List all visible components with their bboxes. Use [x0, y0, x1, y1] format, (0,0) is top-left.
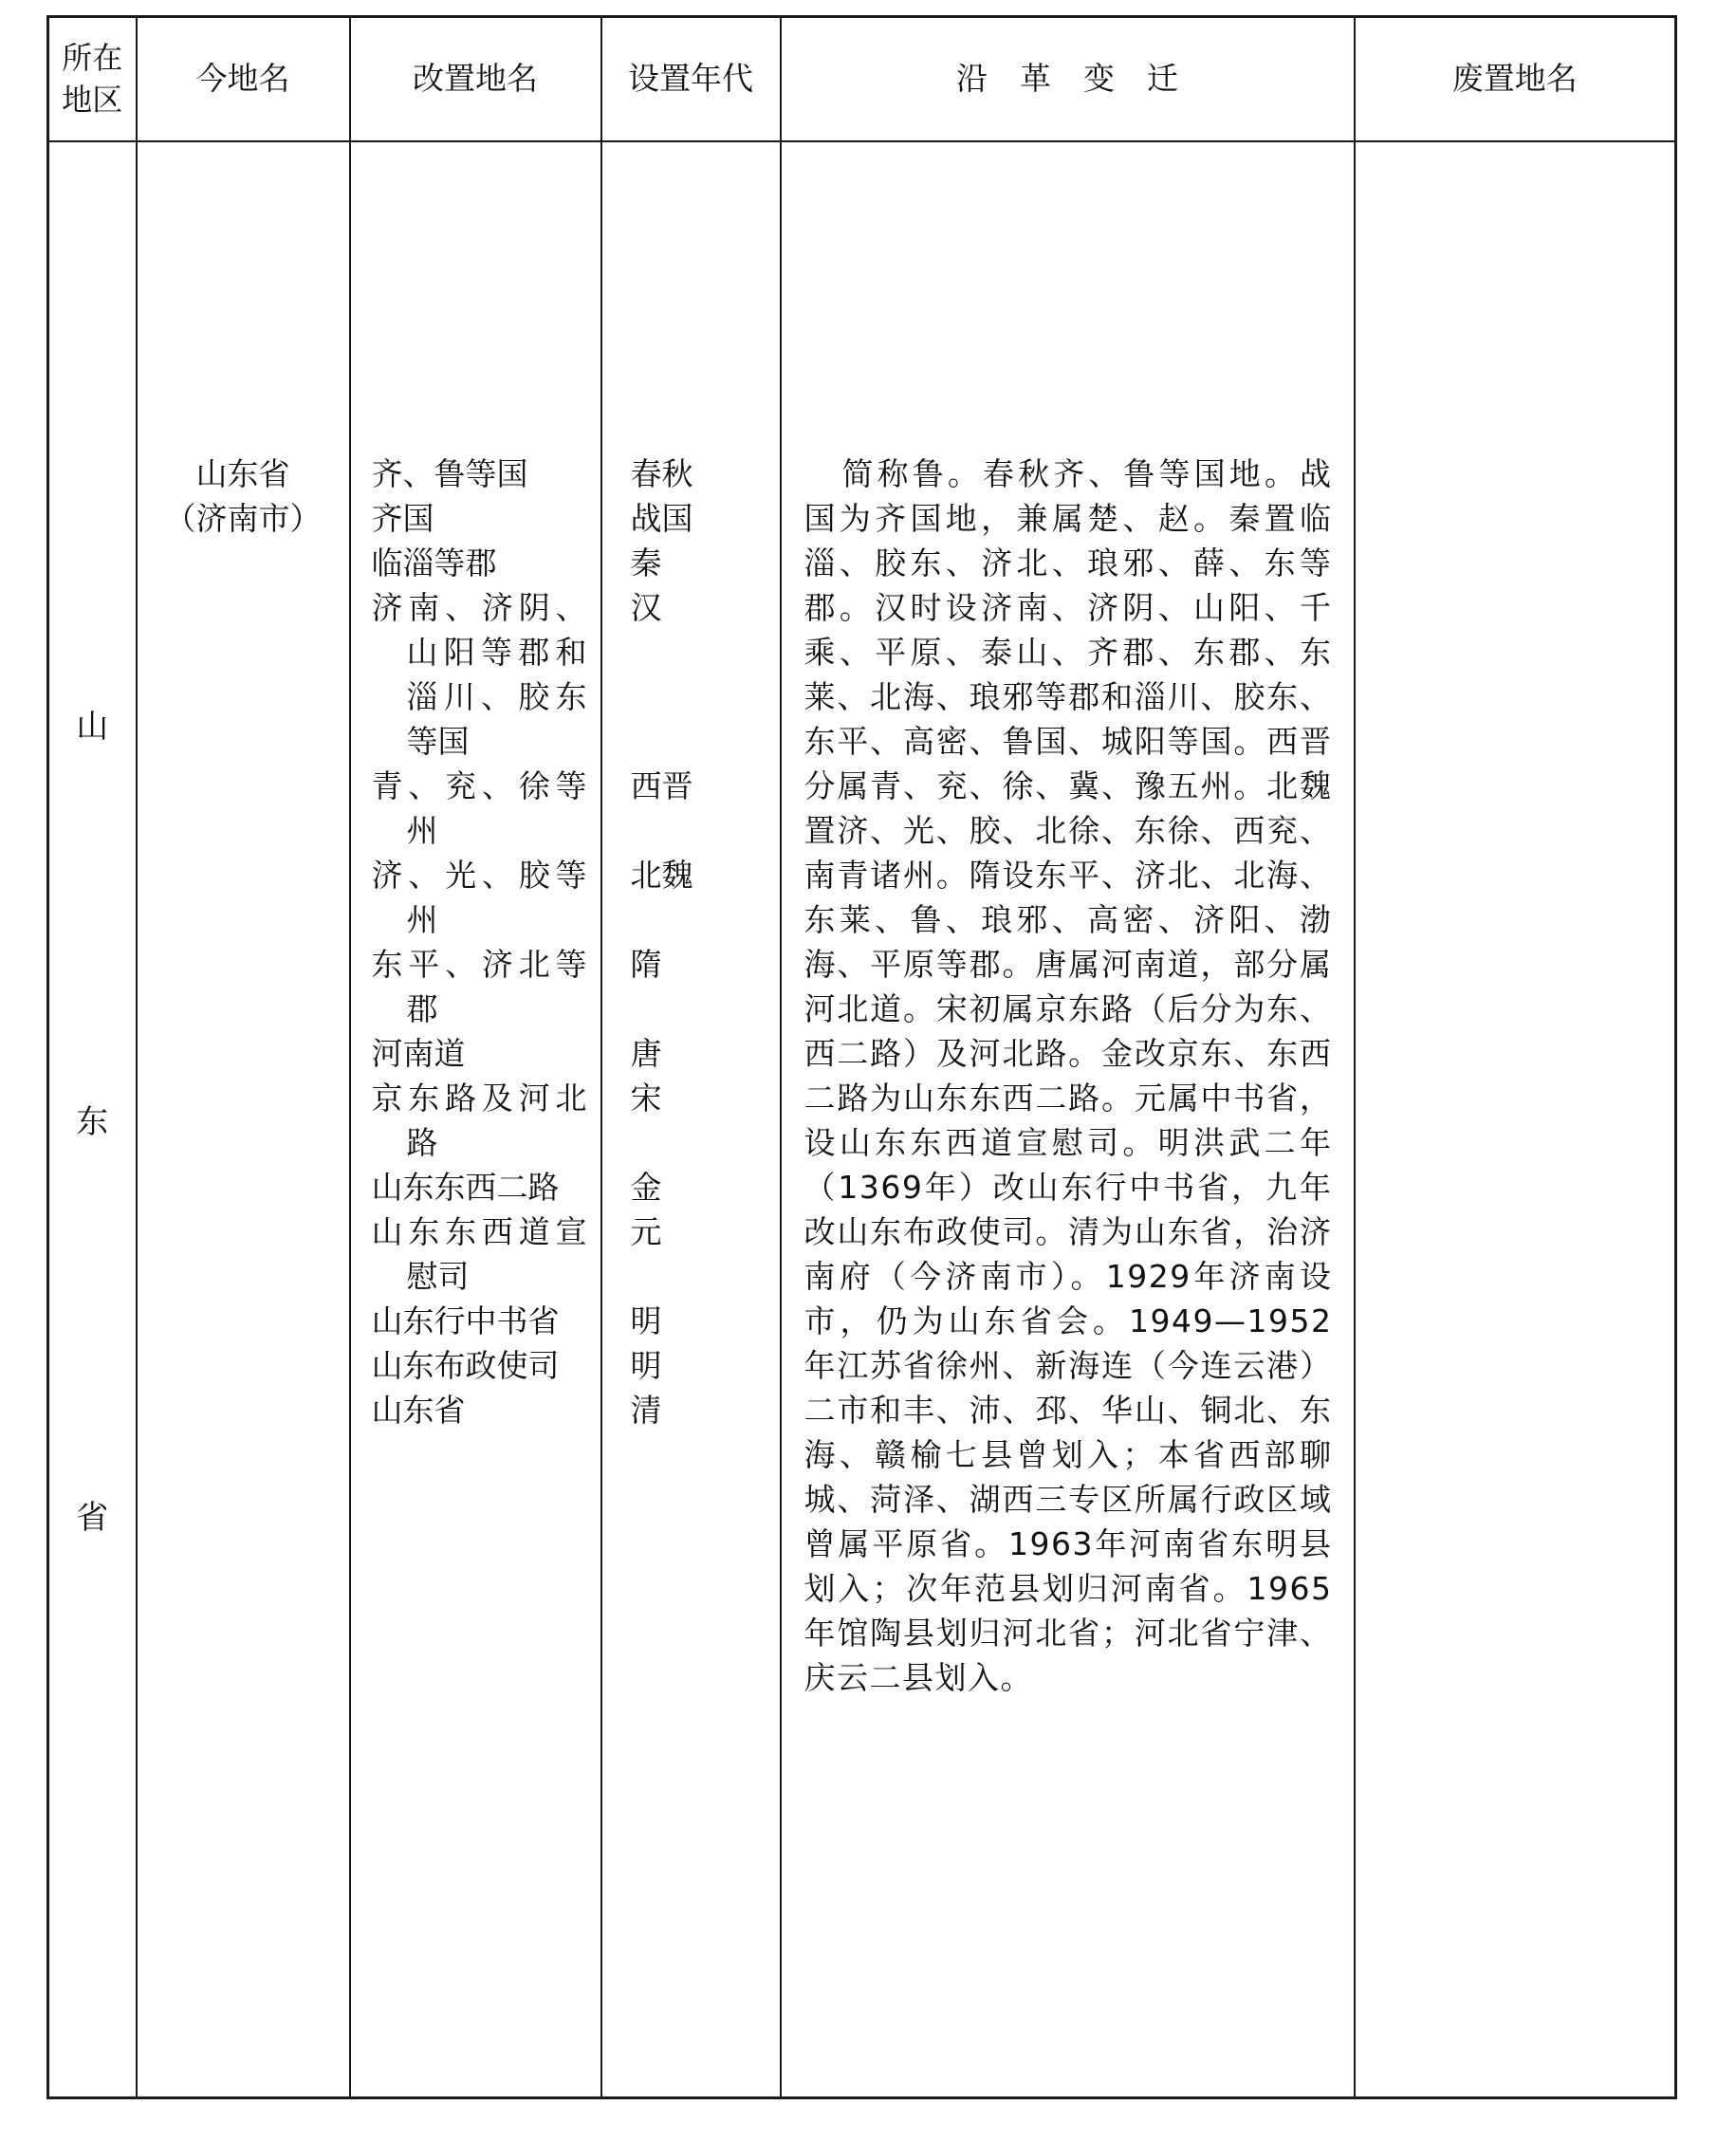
changed-name: 齐国 — [371, 499, 434, 537]
era-label: 明 — [630, 1346, 662, 1384]
era-cell — [601, 141, 781, 2098]
era-label: 汉 — [630, 588, 662, 626]
era-label: 战国 — [630, 499, 693, 537]
changed-name: 京东路及河北路 — [371, 1079, 587, 1161]
era-label: 秦 — [630, 544, 662, 582]
changed-name: 山东省 — [371, 1391, 466, 1429]
era-label: 金 — [630, 1168, 662, 1206]
era-label: 元 — [630, 1212, 662, 1250]
header-abolished: 废置地名 — [1355, 17, 1676, 141]
today-name-cell — [137, 141, 350, 2098]
gazetteer-sheet — [46, 15, 1674, 2099]
era-label: 西晋 — [630, 766, 693, 804]
region-char: 东 — [76, 1103, 109, 1142]
header-history: 沿革变迁 — [781, 17, 1355, 141]
changed-name: 河南道 — [371, 1034, 466, 1072]
changed-name: 山东布政使司 — [371, 1346, 560, 1384]
region-cell — [48, 141, 137, 2098]
today-name-city: （济南市） — [164, 499, 322, 537]
history-cell — [781, 141, 1355, 2098]
changed-name: 临淄等郡 — [371, 544, 497, 582]
era-label: 北魏 — [630, 856, 693, 894]
changed-name: 东平、济北等郡 — [371, 945, 587, 1027]
changed-names-cell — [350, 141, 601, 2098]
today-name: 山东省 — [195, 454, 290, 492]
era-label: 春秋 — [630, 454, 693, 492]
header-era: 设置年代 — [601, 17, 781, 141]
history-text: 简称鲁。春秋齐、鲁等国地。战国为齐国地，兼属楚、赵。秦置临淄、胶东、济北、琅邪、薛、东等郡。汉时设济南、济阴、山阳、千乘、平原、泰山、齐郡、东郡、东莱、北海、琅邪等郡和淄川、胶东、东平、高密、鲁国、城阳等国。西晋分属青、兖、徐、冀、豫五州。北魏置济、光、胶、北徐、东徐、西兖、南青诸州。隋设东平、济北、北海、东莱、鲁、琅邪、高密、济阳、渤海、平原等郡。唐属河南道，部分属河北道。宋初属京东路（后分为东、西二路）及河北路。金改京东、东西二路为山东东西二路。元属中书省，设山东东西道宣慰司。明洪武二年（1369年）改山东行中书省，九年改山东布政使司。清为山东省，治济南府（今济南市）。1929年济南设市，仍为山东省会。1949—1952年江苏省徐州、新海连（今连云港）二市和丰、沛、邳、华山、铜北、东海、赣榆七县曾划入；本省西部聊城、菏泽、湖西三专区所属行政区域曾属平原省。1963年河南省东明县划入；次年范县划归河南省。1965年馆陶县划归河北省；河北省宁津、庆云二县划入。 — [803, 454, 1333, 1696]
changed-name: 山东东西道宣慰司 — [371, 1212, 587, 1295]
table-row — [48, 141, 1676, 2098]
era-label: 唐 — [630, 1034, 662, 1072]
era-label: 隋 — [630, 945, 662, 983]
region-char: 省 — [76, 1499, 109, 1538]
header-today-name: 今地名 — [137, 17, 350, 141]
changed-name: 齐、鲁等国 — [371, 454, 528, 492]
region-char: 山 — [76, 708, 109, 747]
place-name-table — [46, 15, 1677, 2099]
changed-name: 济南、济阴、山阳等郡和淄川、胶东等国 — [371, 588, 587, 760]
era-label: 清 — [630, 1391, 662, 1429]
changed-name: 济、光、胶等州 — [371, 856, 587, 938]
header-row — [48, 17, 1676, 141]
era-label: 明 — [630, 1302, 662, 1339]
abolished-cell — [1355, 141, 1676, 2098]
header-changed-names: 改置地名 — [350, 17, 601, 141]
changed-name: 山东行中书省 — [371, 1302, 560, 1339]
changed-name: 青、兖、徐等州 — [371, 766, 587, 849]
era-label: 宋 — [630, 1079, 662, 1117]
header-region: 所在地区 — [48, 17, 137, 141]
changed-name: 山东东西二路 — [371, 1168, 560, 1206]
